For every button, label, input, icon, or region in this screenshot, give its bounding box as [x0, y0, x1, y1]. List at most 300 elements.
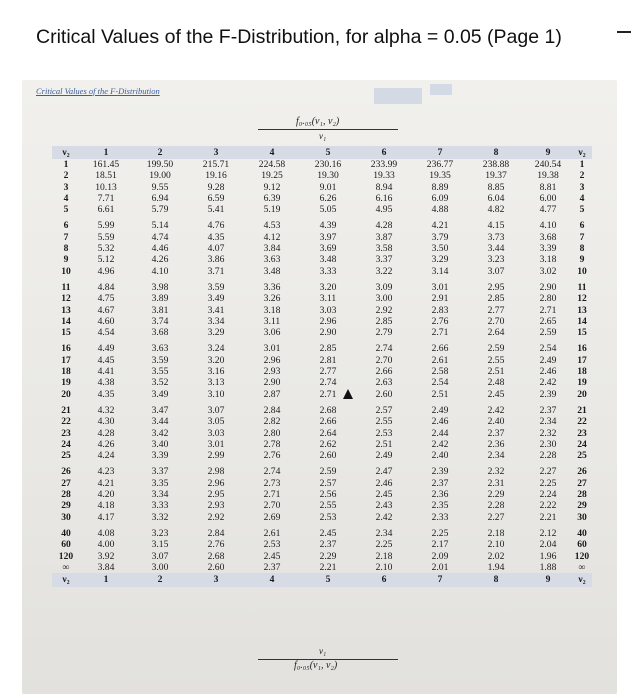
column-header: 5: [325, 147, 331, 158]
table-cell: 4.10: [539, 220, 557, 232]
table-cell: 8.89: [431, 181, 449, 193]
table-row: [52, 277, 592, 293]
table-cell: 19.33: [373, 170, 395, 182]
row-df-label-right: 20: [577, 388, 587, 400]
table-cell: 2.25: [431, 527, 449, 539]
table-cell: 2.70: [263, 500, 281, 512]
table-cell: 2.68: [319, 404, 337, 416]
table-cell: 4.17: [97, 511, 115, 523]
table-cell: 2.58: [431, 366, 449, 378]
table-cell: 19.35: [429, 170, 451, 182]
table-cell: 2.74: [319, 377, 337, 389]
table-cell: 2.02: [487, 550, 505, 562]
row-df-label-right: 6: [579, 220, 585, 232]
table-cell: 2.78: [263, 438, 281, 450]
table-cell: 3.33: [319, 265, 337, 277]
table-cell: 8.94: [375, 181, 393, 193]
table-cell: 2.73: [263, 477, 281, 489]
table-cell: 4.76: [207, 220, 225, 232]
table-cell: 2.79: [375, 327, 393, 339]
row-df-label-right: 5: [579, 204, 585, 216]
table-cell: 4.35: [97, 388, 115, 400]
table-row: [52, 416, 592, 427]
table-cell: 3.40: [151, 438, 169, 450]
table-cell: 6.16: [375, 192, 393, 204]
table-cell: 2.42: [539, 377, 557, 389]
row-df-label: 16: [61, 343, 71, 355]
row-df-label-right: 28: [577, 489, 587, 501]
table-cell: 6.09: [431, 192, 449, 204]
table-cell: 2.64: [319, 427, 337, 439]
table-cell: 2.93: [207, 500, 225, 512]
row-df-label-right: 9: [579, 254, 585, 266]
table-cell: 4.07: [207, 243, 225, 255]
table-cell: 5.12: [97, 254, 115, 266]
column-header: 2: [157, 147, 163, 158]
row-df-label: 18: [61, 366, 71, 378]
nu1-label-bottom: ν₁: [319, 646, 327, 656]
table-cell: 4.08: [97, 527, 115, 539]
table-cell: 3.44: [151, 416, 169, 428]
table-row: [52, 461, 592, 477]
table-row: [52, 243, 592, 254]
column-footer-row: [52, 573, 592, 587]
table-cell: 2.71: [431, 327, 449, 339]
row-df-label-right: 3: [579, 181, 585, 193]
table-cell: 2.51: [375, 438, 393, 450]
nu2-footer-right: ν₂: [578, 574, 586, 586]
table-cell: 3.23: [151, 527, 169, 539]
table-cell: 4.28: [375, 220, 393, 232]
row-df-label: 30: [61, 511, 71, 523]
table-cell: 2.68: [207, 550, 225, 562]
table-cell: 4.21: [431, 220, 449, 232]
table-cell: 2.76: [431, 315, 449, 327]
table-cell: 2.74: [263, 466, 281, 478]
table-cell: 9.55: [151, 181, 169, 193]
column-footer: 8: [493, 574, 499, 586]
table-cell: 2.85: [319, 343, 337, 355]
table-cell: 2.39: [539, 388, 557, 400]
table-cell: 2.77: [319, 366, 337, 378]
table-cell: 2.70: [375, 354, 393, 366]
table-cell: 3.68: [151, 327, 169, 339]
table-cell: 2.45: [487, 388, 505, 400]
table-cell: 2.37: [319, 539, 337, 551]
row-df-label: 10: [61, 265, 71, 277]
table-cell: 3.02: [539, 265, 557, 277]
column-header: 1: [103, 147, 109, 158]
table-row: [52, 539, 592, 550]
column-header: 6: [381, 147, 387, 158]
table-cell: 10.13: [95, 181, 117, 193]
table-cell: 2.62: [319, 438, 337, 450]
table-cell: 3.26: [263, 293, 281, 305]
table-cell: 4.00: [97, 539, 115, 551]
table-cell: 4.21: [97, 477, 115, 489]
column-footer: 7: [437, 574, 443, 586]
table-cell: 4.20: [97, 489, 115, 501]
table-cell: 6.61: [97, 204, 115, 216]
table-cell: 3.33: [151, 500, 169, 512]
table-cell: 4.12: [263, 231, 281, 243]
row-df-label-right: 40: [577, 527, 587, 539]
row-df-label-right: 26: [577, 466, 587, 478]
table-row: [52, 439, 592, 450]
table-cell: 2.57: [375, 404, 393, 416]
table-cell: 5.19: [263, 204, 281, 216]
table-cell: 3.06: [263, 327, 281, 339]
table-cell: 4.35: [207, 231, 225, 243]
table-cell: 3.98: [151, 281, 169, 293]
row-df-label-right: 14: [577, 315, 587, 327]
table-cell: 19.16: [205, 170, 227, 182]
table-cell: 3.79: [431, 231, 449, 243]
table-cell: 2.34: [375, 527, 393, 539]
table-cell: 2.84: [207, 527, 225, 539]
row-df-label-right: 120: [574, 550, 590, 562]
table-link[interactable]: Critical Values of the F-Distribution: [36, 86, 160, 96]
table-cell: 2.90: [539, 281, 557, 293]
table-cell: 4.96: [97, 265, 115, 277]
table-row: [52, 305, 592, 316]
table-cell: 9.12: [263, 181, 281, 193]
table-cell: 2.25: [375, 539, 393, 551]
row-df-label: 20: [61, 388, 71, 400]
table-cell: 2.47: [375, 466, 393, 478]
table-cell: 2.53: [263, 539, 281, 551]
row-df-label: 6: [63, 220, 69, 232]
nu1-label-top: ν₁: [319, 131, 327, 141]
table-cell: 2.74: [375, 343, 393, 355]
table-cell: 4.46: [151, 243, 169, 255]
table-cell: 3.63: [151, 343, 169, 355]
row-df-label: 14: [61, 315, 71, 327]
table-cell: 3.07: [207, 404, 225, 416]
row-df-label-right: 10: [577, 265, 587, 277]
table-cell: 3.13: [207, 377, 225, 389]
table-cell: 2.51: [431, 388, 449, 400]
table-cell: 2.64: [487, 327, 505, 339]
row-df-label-right: 7: [579, 231, 585, 243]
table-row: [52, 193, 592, 204]
table-cell: 3.18: [539, 254, 557, 266]
table-row: [52, 389, 592, 400]
table-cell: 2.92: [207, 511, 225, 523]
f-symbol-top: f₀.₀₅(ν₁, ν₂): [296, 116, 340, 127]
table-row: [52, 159, 592, 170]
table-cell: 5.14: [151, 220, 169, 232]
table-cell: 233.99: [370, 159, 398, 170]
table-cell: 2.71: [319, 388, 337, 400]
row-df-label: 21: [61, 404, 71, 416]
table-cell: 2.45: [263, 550, 281, 562]
column-header: 7: [437, 147, 443, 158]
table-cell: 3.15: [151, 539, 169, 551]
table-cell: 2.21: [319, 561, 337, 573]
table-cell: 3.01: [431, 281, 449, 293]
table-cell: 2.96: [319, 315, 337, 327]
row-df-label: 5: [63, 204, 69, 216]
table-cell: 6.39: [263, 192, 281, 204]
table-cell: 3.41: [207, 304, 225, 316]
table-cell: 3.69: [319, 243, 337, 255]
table-cell: 3.07: [151, 550, 169, 562]
table-cell: 2.77: [487, 304, 505, 316]
table-cell: 3.73: [487, 231, 505, 243]
table-cell: 2.40: [487, 416, 505, 428]
table-cell: 2.66: [319, 416, 337, 428]
table-cell: 19.00: [149, 170, 171, 182]
table-cell: 3.49: [207, 293, 225, 305]
row-df-label: 8: [63, 243, 69, 255]
column-header-row: [52, 146, 592, 159]
table-cell: 3.49: [151, 388, 169, 400]
table-cell: 3.01: [263, 343, 281, 355]
table-cell: 2.55: [319, 500, 337, 512]
table-cell: 4.26: [97, 438, 115, 450]
table-cell: 6.04: [487, 192, 505, 204]
row-df-label-right: 1: [579, 159, 585, 170]
table-cell: 3.55: [151, 366, 169, 378]
row-df-label-right: 23: [577, 427, 587, 439]
f-distribution-table: [52, 146, 592, 587]
table-cell: 2.51: [487, 366, 505, 378]
table-cell: 199.50: [146, 159, 174, 170]
table-cell: 2.65: [539, 315, 557, 327]
table-cell: 2.60: [319, 450, 337, 462]
table-cell: 19.25: [261, 170, 283, 182]
f-symbol-bottom: f₀.₀₅(ν₁, ν₂): [294, 660, 338, 671]
table-cell: 19.37: [485, 170, 507, 182]
row-df-label-right: 2: [579, 170, 585, 182]
table-cell: 2.46: [431, 416, 449, 428]
row-df-label: 2: [63, 170, 69, 182]
table-cell: 4.54: [97, 327, 115, 339]
row-df-label: 60: [61, 539, 71, 551]
table-cell: 2.25: [539, 477, 557, 489]
table-cell: 2.80: [263, 427, 281, 439]
table-cell: 5.41: [207, 204, 225, 216]
column-header: 3: [213, 147, 219, 158]
row-df-label-right: 8: [579, 243, 585, 255]
table-cell: 4.15: [487, 220, 505, 232]
table-cell: 3.39: [151, 450, 169, 462]
table-cell: 2.93: [263, 366, 281, 378]
row-df-label: 27: [61, 477, 71, 489]
table-cell: 2.53: [375, 427, 393, 439]
column-header: 4: [269, 147, 275, 158]
table-cell: 2.01: [431, 561, 449, 573]
table-cell: 2.28: [487, 500, 505, 512]
table-cell: 3.16: [207, 366, 225, 378]
table-cell: 2.90: [319, 327, 337, 339]
table-cell: 6.94: [151, 192, 169, 204]
row-df-label: 17: [61, 354, 71, 366]
table-cell: 3.24: [207, 343, 225, 355]
table-row: [52, 254, 592, 265]
column-footer: 3: [213, 574, 219, 586]
table-cell: 2.76: [263, 450, 281, 462]
table-cell: 2.91: [431, 293, 449, 305]
table-row: [52, 316, 592, 327]
table-cell: 2.31: [487, 477, 505, 489]
table-cell: 2.37: [539, 404, 557, 416]
symbol-underline-top: [258, 129, 398, 130]
row-df-label: 19: [61, 377, 71, 389]
table-cell: 2.54: [431, 377, 449, 389]
table-cell: 2.10: [487, 539, 505, 551]
table-cell: 215.71: [202, 159, 230, 170]
table-cell: 2.37: [263, 561, 281, 573]
row-df-label: 7: [63, 231, 69, 243]
table-cell: 3.84: [263, 243, 281, 255]
table-cell: 2.83: [431, 304, 449, 316]
table-cell: 2.30: [539, 438, 557, 450]
table-cell: 2.49: [375, 450, 393, 462]
table-cell: 3.63: [263, 254, 281, 266]
table-cell: 2.96: [263, 354, 281, 366]
table-cell: 2.59: [487, 343, 505, 355]
column-header: 8: [493, 147, 499, 158]
table-cell: 8.81: [539, 181, 557, 193]
table-cell: 2.18: [487, 527, 505, 539]
table-cell: 3.58: [375, 243, 393, 255]
row-df-label-right: 12: [577, 293, 587, 305]
table-cell: 3.34: [207, 315, 225, 327]
table-cell: 3.34: [151, 489, 169, 501]
table-cell: 3.44: [487, 243, 505, 255]
table-cell: 3.37: [151, 466, 169, 478]
row-df-label: 24: [61, 438, 71, 450]
table-cell: 4.53: [263, 220, 281, 232]
row-df-label: 23: [61, 427, 71, 439]
table-cell: 4.38: [97, 377, 115, 389]
table-row: [52, 400, 592, 416]
table-cell: 4.82: [487, 204, 505, 216]
table-cell: 3.48: [263, 265, 281, 277]
table-cell: 2.90: [263, 377, 281, 389]
table-row: [52, 182, 592, 193]
row-df-label: 15: [61, 327, 71, 339]
table-cell: 2.48: [487, 377, 505, 389]
table-cell: 4.39: [319, 220, 337, 232]
row-df-label: 22: [61, 416, 71, 428]
table-cell: 3.81: [151, 304, 169, 316]
table-cell: 2.42: [375, 511, 393, 523]
row-df-label: 4: [63, 192, 69, 204]
table-cell: 2.55: [487, 354, 505, 366]
table-row: [52, 377, 592, 388]
table-cell: 9.28: [207, 181, 225, 193]
row-df-label-right: 13: [577, 304, 587, 316]
table-cell: 3.87: [375, 231, 393, 243]
table-row: [52, 215, 592, 231]
table-cell: 2.60: [375, 388, 393, 400]
table-cell: 2.17: [431, 539, 449, 551]
table-cell: 3.01: [207, 438, 225, 450]
table-cell: 2.34: [539, 416, 557, 428]
table-cell: 2.56: [319, 489, 337, 501]
table-cell: 4.77: [539, 204, 557, 216]
table-cell: 3.09: [375, 281, 393, 293]
table-cell: 3.50: [431, 243, 449, 255]
table-cell: 4.28: [97, 427, 115, 439]
table-cell: 3.74: [151, 315, 169, 327]
table-cell: 4.88: [431, 204, 449, 216]
table-cell: 2.85: [487, 293, 505, 305]
row-df-label: 1: [63, 159, 69, 170]
row-df-label: 9: [63, 254, 69, 266]
table-cell: 236.77: [426, 159, 454, 170]
table-row: [52, 327, 592, 338]
table-cell: 3.00: [151, 561, 169, 573]
table-cell: 2.36: [487, 438, 505, 450]
table-cell: 2.57: [319, 477, 337, 489]
table-cell: 2.69: [263, 511, 281, 523]
table-cell: 18.51: [95, 170, 117, 182]
table-cell: 2.95: [487, 281, 505, 293]
table-cell: 2.46: [375, 477, 393, 489]
table-row: [52, 428, 592, 439]
table-cell: 2.37: [431, 477, 449, 489]
table-cell: 2.32: [539, 427, 557, 439]
table-cell: 3.59: [207, 281, 225, 293]
row-df-label: 26: [61, 466, 71, 478]
table-cell: 5.79: [151, 204, 169, 216]
table-cell: 240.54: [534, 159, 562, 170]
column-footer: 6: [381, 574, 387, 586]
row-df-label-right: 16: [577, 343, 587, 355]
table-cell: 3.20: [207, 354, 225, 366]
table-row: [52, 293, 592, 304]
table-cell: 2.24: [539, 489, 557, 501]
table-cell: 6.26: [319, 192, 337, 204]
row-df-label: 12: [61, 293, 71, 305]
blurred-shaded-region: [430, 84, 452, 95]
table-cell: 2.99: [207, 450, 225, 462]
row-df-label: 120: [58, 550, 74, 562]
table-cell: 2.33: [431, 511, 449, 523]
row-df-label-right: ∞: [578, 561, 586, 573]
table-cell: 4.84: [97, 281, 115, 293]
table-cell: 2.66: [431, 343, 449, 355]
table-cell: 2.04: [539, 539, 557, 551]
page-title: Critical Values of the F-Distribution, for alpha = 0.05 (Page 1): [36, 26, 562, 48]
row-df-label: 13: [61, 304, 71, 316]
table-cell: 2.70: [487, 315, 505, 327]
table-cell: 4.60: [97, 315, 115, 327]
table-cell: 2.85: [375, 315, 393, 327]
table-cell: 2.34: [487, 450, 505, 462]
nu2-header-right: ν₂: [578, 147, 586, 158]
table-row: [52, 478, 592, 489]
table-cell: 3.71: [207, 265, 225, 277]
row-df-label-right: 22: [577, 416, 587, 428]
table-cell: 5.32: [97, 243, 115, 255]
table-cell: 3.32: [151, 511, 169, 523]
table-cell: 2.43: [375, 500, 393, 512]
row-df-label-right: 11: [577, 281, 587, 293]
table-cell: 3.03: [207, 427, 225, 439]
row-df-label-right: 29: [577, 500, 587, 512]
table-cell: 3.68: [539, 231, 557, 243]
table-cell: 1.88: [539, 561, 557, 573]
row-df-label-right: 24: [577, 438, 587, 450]
row-df-label: 28: [61, 489, 71, 501]
table-cell: 5.05: [319, 204, 337, 216]
table-cell: 2.36: [431, 489, 449, 501]
